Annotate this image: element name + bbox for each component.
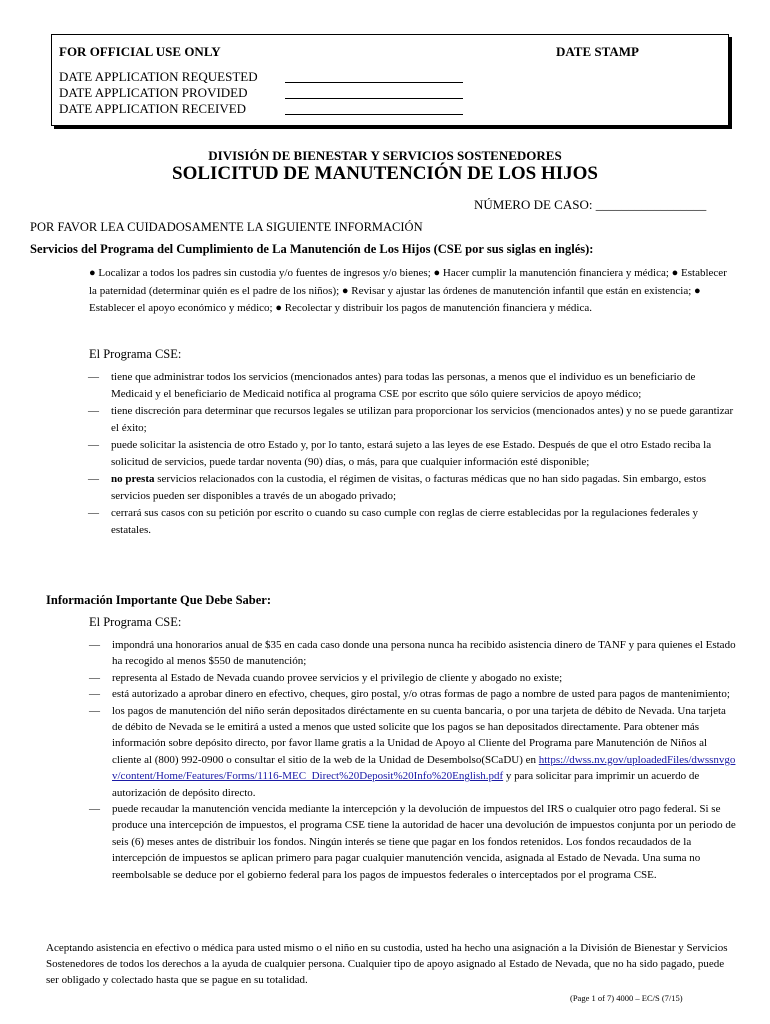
list-item: — los pagos de manutención del niño serán depositados diréctamente en su cuenta bancaria, o por una tarjeta de débito de Nevada. Una tarjeta de débito de Nevada se le emitirá a usted a menos que usted solicite que los pagos se han depositados directamente. Para obtener más información sobre depósito directo, por favor llame gratis a la Unidad de Apoyo al Cliente del Programa pare Manutención de Niños al cliente al (800) 992-0900 o consultar el sitio de la web de la Unidad de Desembolso(SCaDU) en https://dwss.nv.gov/uploadedFiles/dwssnvgov/content/Home/Features/Forms/1116-MEC_Direct%20Deposit%20Info%20English.pdf y para solicitar para imprimir un acuerdo de autorización de depósito directo.	[89, 704, 736, 799]
division-heading: DIVISIÓN DE BIENESTAR Y SERVICIOS SOSTENEDORES	[208, 148, 562, 163]
program-list	[88, 369, 736, 539]
program-label-2: El Programa CSE:	[89, 615, 182, 629]
date-provided-label: DATE APPLICATION PROVIDED	[59, 85, 248, 100]
list-item: — no presta servicios relacionados con la custodia, el régimen de visitas, o facturas médicas que no han sido pagadas. Sin embargo, estos servicios pueden ser disponibles a través de un abogado privado;	[88, 473, 706, 502]
program-label: El Programa CSE:	[89, 347, 182, 361]
list-item: — impondrá una honorarios anual de $35 en cada caso donde una persona nunca ha recibido asistencia dinero de TANF y para quienes el Estado ha recogido al menos $550 de manutención;	[89, 639, 736, 668]
official-use-box	[51, 34, 729, 126]
services-heading: Servicios del Programa del Cumplimiento de La Manutención de Los Hijos (CSE por sus siglas en inglés):	[30, 242, 594, 256]
official-use-label: FOR OFFICIAL USE ONLY	[59, 44, 221, 59]
important-heading: Información Importante Que Debe Saber:	[46, 593, 271, 607]
case-number-field[interactable]: NÚMERO DE CASO: _________________	[474, 197, 707, 212]
list-item: — puede recaudar la manutención vencida mediante la intercepción y la devolución de impuestos del IRS o cualquier otro pago federal. Si se produce una intercepción de impuestos, el programa CSE tiene la autoridad de hacer una devolución de impuestos conjunta por un periodo de seis (6) meses antes de distribuir los fondos. Ningún interés se tiene que pagar en los fondos retenidos. Los fondos recaudados de la intercepción de impuestos se aplican primero para pagar cualquier manutención vencida, asignada al Estado de Nevada. Una suma no reembolsable se deduce por el gobierno federal para los pagos de impuestos federales o interceptados por el programa CSE.	[89, 803, 736, 881]
direct-deposit-link[interactable]: https://dwss.nv.gov/uploadedFiles/dwssnvgov/content/Home/Features/Forms/1116-MEC_Direct%20Deposit%20Info%20English.pdf	[112, 753, 736, 783]
list-item: — tiene que administrar todos los servicios (mencionados antes) para todas las personas, a menos que el individuo es un beneficiario de Medicaid y el beneficiario de Medicaid notifica al programa CSE por escrito que sólo quiere servicios de apoyo médico;	[88, 371, 696, 400]
assignment-paragraph: Aceptando asistencia en efectivo o médica para usted mismo o el niño en su custodia, usted ha hecho una asignación a la División de Bienestar y Servicios Sostenedores de todos los derechos a la ayuda de cualquier persona. Cualquier tipo de apoyo asignado al Estado de Nevada, que no ha sido pagado, puede ser obligado y colectado hasta que se pague en su totalidad.	[46, 942, 728, 986]
list-item: — puede solicitar la asistencia de otro Estado y, por lo tanto, estará sujeto a las leyes de ese Estado. Después de que el otro Estado reciba la solicitud de servicios, puede tardar noventa (90) días, o más, para que cualquier información esté disponible;	[88, 439, 712, 468]
date-received-field[interactable]	[285, 103, 463, 115]
list-item: — representa al Estado de Nevada cuando provee servicios y el privilegio de cliente y abogado no existe;	[89, 671, 563, 684]
date-requested-label: DATE APPLICATION REQUESTED	[59, 69, 258, 84]
page-title: SOLICITUD DE MANUTENCIÓN DE LOS HIJOS	[172, 163, 598, 184]
date-requested-field[interactable]	[285, 71, 463, 83]
date-received-label: DATE APPLICATION RECEIVED	[59, 101, 247, 116]
page-footer: (Page 1 of 7) 4000 – EC/S (7/15)	[570, 993, 683, 1003]
list-item: — está autorizado a aprobar dinero en efectivo, cheques, giro postal, y/o otras formas de pago a nombre de usted para pagos de mantenimiento;	[89, 688, 730, 701]
read-notice: POR FAVOR LEA CUIDADOSAMENTE LA SIGUIENTE INFORMACIÓN	[30, 220, 423, 234]
date-stamp-label: DATE STAMP	[556, 44, 639, 59]
date-provided-field[interactable]	[285, 87, 463, 99]
services-list: ● Localizar a todos los padres sin custodia y/o fuentes de ingresos y/o bienes; ● Hacer cumplir la manutención financiera y médica; ● Establecer la paternidad (determinar quién es el padre de los niños); ● Revisar y ajustar las órdenes de manutención infantil que están en existencia; ● Establecer el apoyo económico y médico; ● Recolectar y distribuir los pagos de manutención financiera y médica.	[89, 267, 727, 314]
important-list	[89, 637, 737, 883]
list-item: — cerrará sus casos con su petición por escrito o cuando su caso cumple con reglas de cierre establecidas por la regulaciones federales y estatales.	[88, 507, 699, 536]
list-item: — tiene discreción para determinar que recursos legales se utilizan para proporcionar los servicios (mencionados antes) y no se puede garantizar el éxito;	[88, 405, 734, 434]
